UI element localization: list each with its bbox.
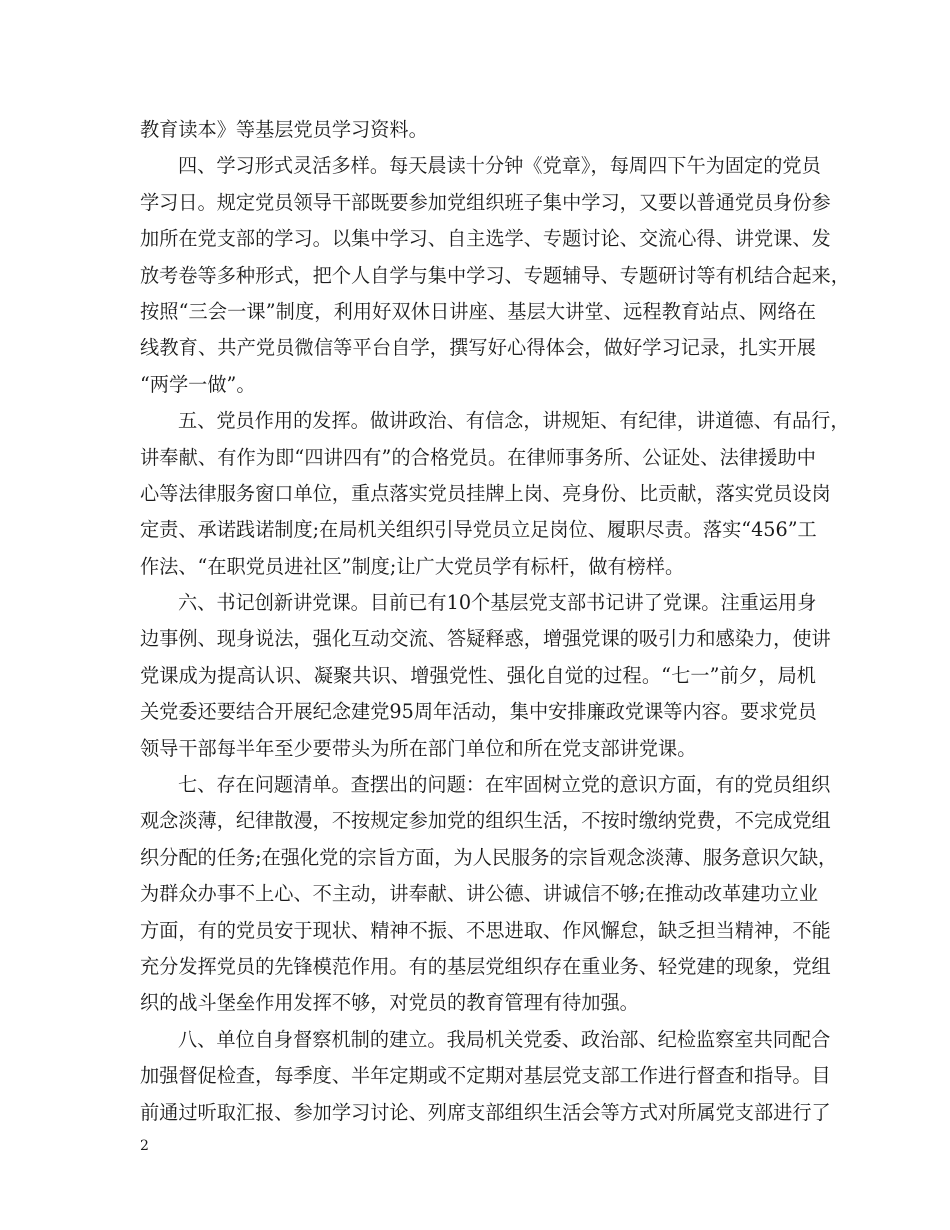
text-line: 六、书记创新讲党课。目前已有10个基层党支部书记讲了党课。注重运用身 [178,591,817,615]
text-line: “两学一做”。 [140,372,256,396]
text-line: 八、单位自身督察机制的建立。我局机关党委、政治部、纪检监察室共同配合 [178,1027,831,1051]
text-line: 放考卷等多种形式，把个人自学与集中学习、专题辅导、专题研讨等有机结合起来， [140,263,850,287]
text-line: 观念淡薄，纪律散漫，不按规定参加党的组织生活，不按时缴纳党费，不完成党组 [140,809,831,833]
text-line: 织分配的任务;在强化党的宗旨方面，为人民服务的宗旨观念淡薄、服务意识欠缺， [140,845,838,869]
text-line: 为群众办事不上心、不主动，讲奉献、讲公德、讲诚信不够;在推动改革建功立业 [140,882,819,906]
text-line: 加强督促检查，每季度、半年定期或不定期对基层党支部工作进行督查和指导。目 [140,1064,831,1088]
paragraph-party-lectures [140,585,831,767]
text-line: 七、存在问题清单。查摆出的问题：在牢固树立党的意识方面，有的党员组织 [178,773,831,797]
text-line: 线教育、共产党员微信等平台自学，撰写好心得体会，做好学习记录，扎实开展 [140,336,816,360]
document-body [140,112,850,1131]
text-line: 关党委还要结合开展纪念建党95周年活动，集中安排廉政党课等内容。要求党员 [140,700,817,724]
text-line: 方面，有的党员安于现状、精神不振、不思进取、作风懈怠，缺乏担当精神，不能 [140,918,831,942]
text-line: 讲奉献、有作为即“四讲四有”的合格党员。在律师事务所、公证处、法律援助中 [140,445,816,469]
text-line: 领导干部每半年至少要带头为所在部门单位和所在党支部讲党课。 [140,736,697,760]
text-line: 边事例、现身说法，强化互动交流、答疑释惑，增强党课的吸引力和感染力，使讲 [140,627,831,651]
text-line: 心等法律服务窗口单位，重点落实党员挂牌上岗、亮身份、比贡献，落实党员设岗 [140,481,831,505]
text-line: 加所在党支部的学习。以集中学习、自主选学、专题讨论、交流心得、讲党课、发 [140,227,831,251]
text-line: 党课成为提高认识、凝聚共识、增强党性、强化自觉的过程。“七一”前夕，局机 [140,663,816,687]
text-line: 织的战斗堡垒作用发挥不够，对党员的教育管理有待加强。 [140,991,639,1015]
paragraph-problem-list [140,767,838,1022]
text-line: 按照“三会一课”制度，利用好双休日讲座、基层大讲堂、远程教育站点、网络在 [140,299,816,323]
text-line: 定责、承诺践诺制度;在局机关组织引导党员立足岗位、履职尽责。落实“456”工 [140,518,817,542]
page-number: 2 [140,1138,149,1154]
text-line: 教育读本》等基层党员学习资料。 [140,118,428,141]
paragraph-continuation [140,112,816,148]
text-line: 充分发挥党员的先锋模范作用。有的基层党组织存在重业务、轻党建的现象，党组 [140,954,831,978]
paragraph-supervision [140,1022,831,1131]
text-line: 前通过听取汇报、参加学习讨论、列席支部组织生活会等方式对所属党支部进行了 [140,1100,831,1124]
text-line: 作法、“在职党员进社区”制度;让广大党员学有标杆，做有榜样。 [140,554,685,578]
paragraph-study-forms [140,148,850,403]
paragraph-member-role [140,403,850,585]
text-line: 四、学习形式灵活多样。每天晨读十分钟《党章》，每周四下午为固定的党员 [178,154,821,178]
text-line: 五、党员作用的发挥。做讲政治、有信念，讲规矩、有纪律，讲道德、有品行， [178,409,850,433]
text-line: 学习日。规定党员领导干部既要参加党组织班子集中学习，又要以普通党员身份参 [140,190,831,214]
